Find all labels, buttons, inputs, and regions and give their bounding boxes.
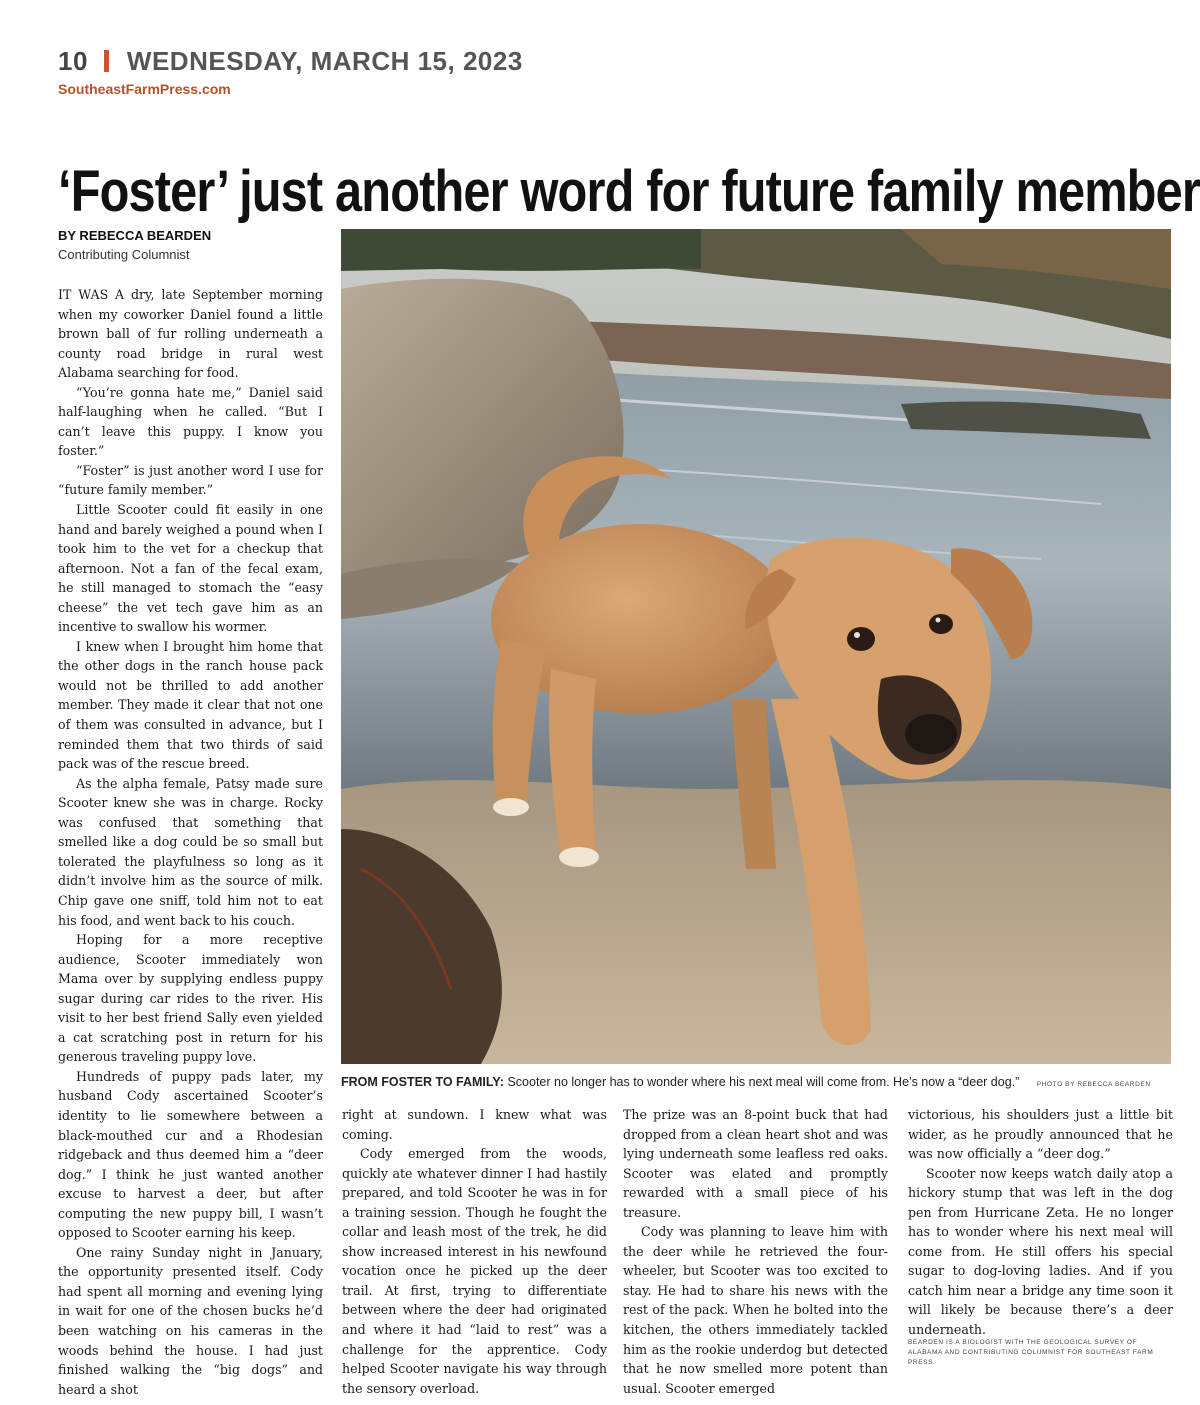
- article-column-4: [908, 1105, 1173, 1340]
- article-column-1: [58, 285, 323, 1399]
- article-headline: ‘Foster’ just another word for future family member: [58, 158, 1200, 224]
- paragraph: I knew when I brought him home that the other dogs in the ranch house pack would not be thrilled to add another member. They made it clear that not one of them was consulted in advance, but I reminded them that two thirds of said pack was of the rescue breed.: [58, 638, 323, 772]
- folio-divider-bar: [104, 50, 109, 72]
- paragraph: As the alpha female, Patsy made sure Scooter knew she was in charge. Rocky was confused that something that smelled like a dog could be so small but tolerated the playfulness so long as it didn’t involve him as the source of milk. Chip gave one sniff, told him not to eat his food, and went back to his couch.: [58, 775, 323, 928]
- paragraph: right at sundown. I knew what was coming.: [342, 1107, 607, 1142]
- article-column-3: [623, 1105, 888, 1398]
- paragraph: IT WAS A dry, late September morning when my coworker Daniel found a little brown ball of fur rolling underneath a county road bridge in rural west Alabama searching for food.: [58, 287, 323, 381]
- paragraph: Little Scooter could fit easily in one hand and barely weighed a pound when I took him to the vet for a checkup that afternoon. Not a fan of the fecal exam, he still managed to stomach the “easy cheese” the vet tech gave him as an incentive to swallow his wormer.: [58, 502, 323, 635]
- paragraph: One rainy Sunday night in January, the opportunity presented itself. Cody had spent all morning and evening lying in wait for one of the chosen bucks he’d been watching on his cameras in the woods behind the house. I had just finished walking the “big dogs” and heard a shot: [58, 1244, 323, 1397]
- author-role: Contributing Columnist: [58, 247, 190, 262]
- website-link[interactable]: SoutheastFarmPress.com: [58, 81, 231, 97]
- paragraph: victorious, his shoulders just a little bit wider, as he proudly announced that he was now officially a “deer dog.”: [908, 1107, 1173, 1162]
- paragraph: Scooter now keeps watch daily atop a hickory stump that was left in the dog pen from Hurricane Zeta. He no longer has to wonder where his next meal will come from. He still offers his special sugar to dog-loving ladies. And if you catch him near a bridge any time soon it will likely be because there’s a deer underneath.: [908, 1165, 1173, 1338]
- puppy-on-river-rock-image: [341, 229, 1171, 1064]
- article-photo: [341, 229, 1171, 1064]
- paragraph: Hoping for a more receptive audience, Scooter immediately won Mama over by supplying endless puppy sugar during car rides to the river. His visit to her best friend Sally even yielded a cat scratching post in return for his generous traveling puppy love.: [58, 932, 323, 1065]
- article-column-2: [342, 1105, 607, 1398]
- paragraph: “Foster” is just another word I use for “future family member.”: [58, 462, 323, 498]
- paragraph: The prize was an 8-point buck that had dropped from a clean heart shot and was lying underneath some leafless red oaks. Scooter was elated and promptly rewarded with a small piece of his treasure.: [623, 1107, 888, 1220]
- author-bio: BEARDEN IS A BIOLOGIST WITH THE GEOLOGICAL SURVEY OF ALABAMA AND CONTRIBUTING COLUMNIST FOR SOUTHEAST FARM PRESS.: [908, 1339, 1154, 1366]
- paragraph: Cody was planning to leave him with the deer while he retrieved the four-wheeler, but Scooter was too excited to stay. He had to share his news with the rest of the pack. When he bolted into the kitchen, the others immediately tackled him as the rookie underdog but detected that he now smelled more potent than usual. Scooter emerged: [623, 1224, 888, 1396]
- caption-lead: FROM FOSTER TO FAMILY:: [341, 1075, 504, 1089]
- caption-text: Scooter no longer has to wonder where his next meal will come from. He’s now a “deer dog.”: [507, 1075, 1020, 1089]
- photo-credit: PHOTO BY REBECCA BEARDEN: [1036, 1081, 1151, 1088]
- paragraph: Hundreds of puppy pads later, my husband Cody ascertained Scooter’s identity to lie somewhere between a black-mouthed cur and a Rhodesian ridgeback and thus deemed him a “deer dog.” I think he just wanted another excuse to harvest a deer, but after computing the new puppy bill, I wasn’t opposed to Scooter earning his keep.: [58, 1068, 323, 1241]
- article-byline: BY REBECCA BEARDEN: [58, 228, 212, 243]
- paragraph: “You’re gonna hate me,” Daniel said half-laughing when he called. “But I can’t leave this puppy. I know you foster.”: [58, 384, 323, 459]
- issue-date: WEDNESDAY, MARCH 15, 2023: [126, 45, 523, 76]
- photo-caption: [341, 1075, 1181, 1089]
- page-folio: [58, 44, 523, 78]
- paragraph: Cody emerged from the woods, quickly ate whatever dinner I had hastily prepared, and told Scooter he was in for a training session. Though he fought the collar and leash most of the trek, he did show increased interest in his newfound vocation once he picked up the deer trail. At first, trying to differentiate between where the deer had originated and where it had “laid to rest” was a challenge for the apprentice. Cody helped Scooter navigate his way through the sensory overload.: [342, 1146, 607, 1396]
- page-number: 10: [58, 45, 88, 76]
